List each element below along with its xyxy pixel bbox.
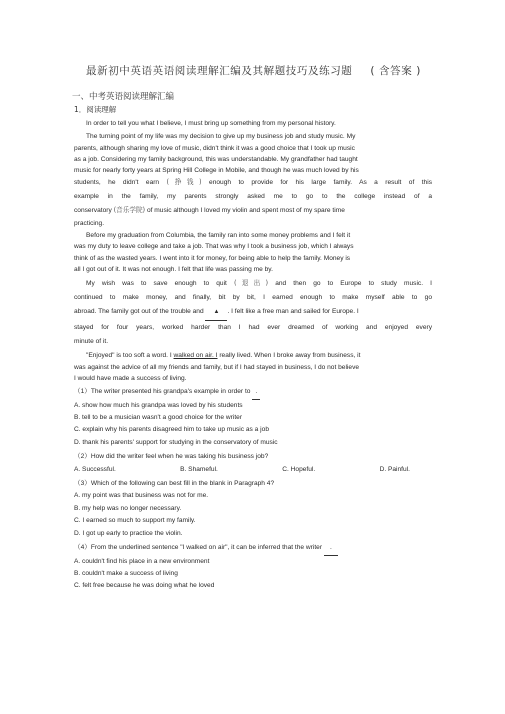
text-line: music for nearly forty years at Spring Hill College in Mobile, and though he was much loved by his xyxy=(74,167,359,175)
text-line xyxy=(74,350,432,361)
blank-marker xyxy=(205,305,227,321)
text-line: example in the family, my parents strongly asked me to go to the college instead of a xyxy=(74,193,432,201)
text-line: was against the advice of all my friends and family, but if I had stayed in business, I do not believe xyxy=(74,363,360,371)
text-line: I would have made a success of living. xyxy=(74,374,187,382)
option-a[interactable]: A. show how much his grandpa was loved by his students xyxy=(74,401,243,409)
text-span: abroad. The family got out of the trouble and xyxy=(74,307,204,315)
option-b[interactable]: B. tell to be a musician wasn't a good choice for the writer xyxy=(74,414,243,422)
document-title xyxy=(86,63,421,78)
text-line: stayed for four years, worked harder than I had ever dreamed of working and enjoyed every xyxy=(74,323,432,331)
paragraph-4 xyxy=(74,277,432,348)
option-c[interactable]: C. Hopeful. xyxy=(282,465,316,473)
title-answer-note: ( 含答案 ) xyxy=(370,65,421,77)
triangle-icon: ▲ xyxy=(213,308,220,315)
question-3 xyxy=(74,478,432,540)
option-c[interactable]: C. felt free because he was doing what he loved xyxy=(74,582,215,590)
reading-passage xyxy=(74,118,432,593)
text-line xyxy=(74,204,432,218)
answer-blank: . xyxy=(324,542,338,555)
text-line: practicing. xyxy=(74,219,105,227)
option-d[interactable]: D. Painful. xyxy=(379,465,410,473)
answer-blank: . xyxy=(252,386,260,399)
text-span: . I felt like a free man and sailed for Europe. I xyxy=(227,307,359,315)
text-span: conservatory xyxy=(74,207,112,215)
text-span: students, he didn't earn xyxy=(74,179,160,187)
paragraph-2 xyxy=(74,131,432,229)
chinese-gloss: (音乐学院) xyxy=(113,206,146,215)
option-row xyxy=(74,464,410,476)
option-c[interactable]: C. I earned so much to support my family. xyxy=(74,517,196,525)
option-a[interactable]: A. Successful. xyxy=(74,465,116,473)
text-line: minute of it. xyxy=(74,337,109,345)
text-span: really lived. When I broke away from business, it xyxy=(219,352,361,360)
text-line: all I got out of it. It was not enough. I felt that life was passing me by. xyxy=(74,266,273,274)
text-span: of music although I loved my violin and spent most of my spare time xyxy=(146,207,345,215)
option-b[interactable]: B. Shameful. xyxy=(180,465,218,473)
section-heading: 一、中考英语阅读理解汇编 xyxy=(72,92,175,102)
text-line xyxy=(74,176,432,190)
option-a[interactable]: A. couldn't find his place in a new environment xyxy=(74,557,210,565)
question-stem: （2）How did the writer feel when he was taking his business job? xyxy=(74,453,269,461)
text-line: think of as the wasted years. I went into it for money, for being able to help the family. Money is xyxy=(74,254,351,262)
question-4 xyxy=(74,542,432,593)
question-stem: （3）Which of the following can best fill in the blank in Paragraph 4? xyxy=(74,480,275,488)
option-d[interactable]: D. thank his parents' support for studying in the conservatory of music xyxy=(74,438,278,446)
stem-text: （1）The writer presented his grandpa's example in order to xyxy=(74,388,251,396)
option-b[interactable]: B. my help was no longer necessary. xyxy=(74,504,182,512)
paragraph-1: In order to tell you what I believe, I must bring up something from my personal history. xyxy=(86,120,336,127)
text-span: My wish was to save enough to quit xyxy=(86,280,227,288)
text-line: parents, although sharing my love of music, didn't think it was a good choice that I took up music xyxy=(74,144,355,152)
text-line: The turning point of my life was my decision to give up my business job and study music. My xyxy=(86,133,356,141)
text-line xyxy=(74,305,432,321)
text-line: was my duty to leave college and take a job. That was why I took a business job, which I always xyxy=(74,243,354,251)
option-d[interactable]: D. I got up early to practice the violin. xyxy=(74,529,183,537)
text-line: Before my graduation from Columbia, the family ran into some money problems and I felt it xyxy=(86,232,351,240)
question-stem xyxy=(74,386,432,399)
text-span: and then go to Europe to study music. I xyxy=(275,280,432,288)
text-line: as a job. Considering my family background, this was understandable. My grandfather had taught xyxy=(74,155,358,163)
question-1 xyxy=(74,386,432,449)
option-c[interactable]: C. explain why his parents disagreed him to take up music as a job xyxy=(74,426,269,434)
subsection-heading: 1．阅读理解 xyxy=(74,105,117,114)
title-text: 最新初中英语英语阅读理解汇编及其解题技巧及练习题 xyxy=(86,65,353,77)
option-a[interactable]: A. my point was that business was not for me. xyxy=(74,492,209,500)
chinese-gloss: (退出) xyxy=(233,279,269,288)
text-span: "Enjoyed" is too soft a word. I xyxy=(86,352,172,360)
question-stem xyxy=(74,542,432,555)
paragraph-3 xyxy=(74,230,432,275)
paragraph-5 xyxy=(74,350,432,384)
chinese-gloss: (挣钱) xyxy=(166,178,202,187)
text-span: enough to provide for his large family. As a result of this xyxy=(209,179,432,187)
underlined-sentence: walked on air. I xyxy=(173,352,218,360)
text-line xyxy=(74,277,432,291)
question-2 xyxy=(74,451,432,476)
text-line: continued to make money, and finally, bit by bit, I earned enough to make myself able to go xyxy=(74,294,432,302)
option-b[interactable]: B. couldn't make a success of living xyxy=(74,569,178,577)
stem-text: （4）From the underlined sentence "I walked on air", it can be inferred that the writer xyxy=(74,544,323,552)
